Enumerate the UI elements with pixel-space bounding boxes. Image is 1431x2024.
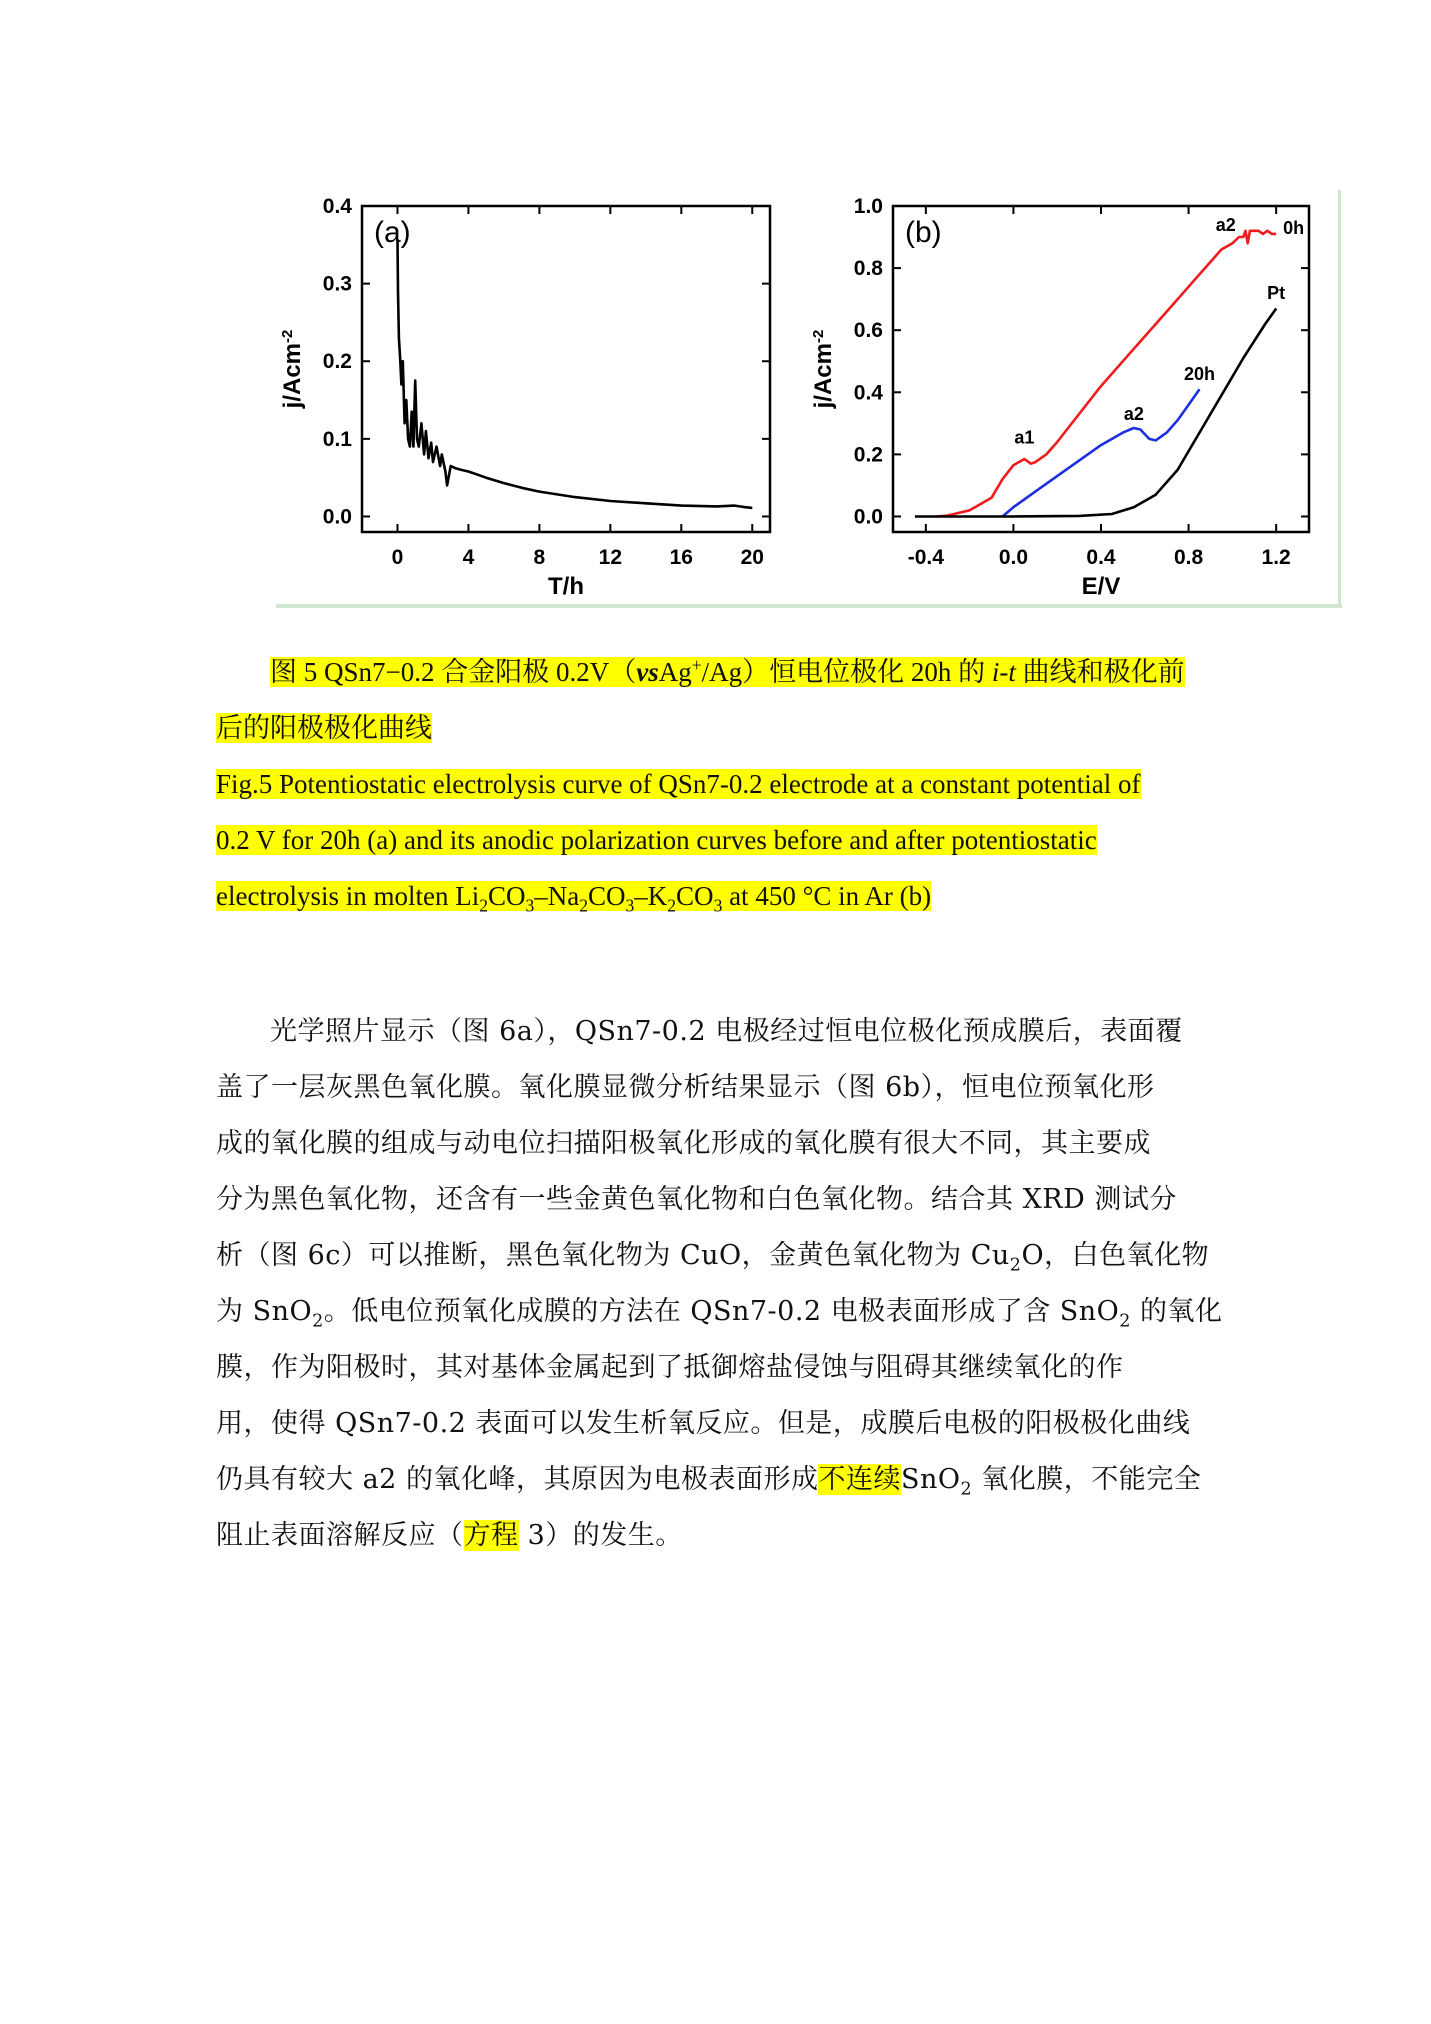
caption-cn-line-1: 图 5 QSn7−0.2 合金阳极 0.2V（vsAg+/Ag）恒电位极化 20h 的 i-t 曲线和极化前: [270, 655, 1185, 687]
paragraph-line-9: 仍具有较大 a2 的氧化峰，其原因为电极表面形成不连续SnO$_2$ 氧化膜，不能完全: [216, 1464, 1202, 1500]
chart-0-x-tick-label: 12: [598, 546, 623, 569]
chart-1-y-axis-label: j/Acm$^{-2}$: [809, 329, 837, 409]
chart-0-y-tick-label: 0.2: [322, 350, 352, 374]
figure-5: [276, 190, 1342, 608]
chart-1-y-tick-label: 0.8: [853, 257, 883, 281]
paragraph-line-1: 光学照片显示（图 6a），QSn7-0.2 电极经过恒电位极化预成膜后，表面覆: [270, 1016, 1183, 1047]
panel-a-it-curve: [279, 195, 771, 600]
chart-0-y-tick-label: 0.4: [322, 195, 352, 218]
chart-1-x-tick-label: 1.2: [1261, 546, 1291, 569]
chart-1-y-tick-label: 0.4: [853, 381, 883, 405]
paragraph-line-10: 阻止表面溶解反应（方程 3）的发生。: [216, 1520, 683, 1551]
chart-0-series-0-line: [398, 241, 753, 508]
chart-1-annotation: 20h: [1184, 363, 1216, 384]
chart-0-x-tick-label: 8: [533, 546, 546, 569]
paragraph-line-6: 为 SnO$_2$。低电位预氧化成膜的方法在 QSn7-0.2 电极表面形成了含 SnO$_2$ 的氧化: [216, 1296, 1223, 1332]
chart-1-y-tick-label: 0.6: [853, 319, 883, 343]
chart-1-panel-label: (b): [905, 216, 942, 249]
chart-0-y-tick-label: 0.3: [322, 272, 352, 296]
chart-1-y-tick-label: 1.0: [853, 195, 883, 218]
chart-0-x-tick-label: 16: [669, 546, 693, 569]
chart-1-x-tick-label: -0.4: [907, 546, 944, 569]
chart-0-x-axis-label: T/h: [548, 573, 584, 600]
chart-1-x-tick-label: 0.4: [1086, 546, 1116, 569]
chart-0-y-tick-label: 0.0: [322, 505, 352, 529]
chart-1-annotation: a2: [1215, 214, 1236, 235]
chart-0-panel-label: (a): [374, 216, 411, 249]
chart-1-y-tick-label: 0.0: [853, 505, 883, 529]
chart-1-series-0h-line: [937, 231, 1276, 517]
chart-0-x-tick-label: 0: [391, 546, 404, 569]
paragraph-line-4: 分为黑色氧化物，还含有一些金黄色氧化物和白色氧化物。结合其 XRD 测试分: [216, 1184, 1177, 1215]
chart-0-x-tick-label: 20: [740, 546, 764, 569]
chart-1-series-20h-line: [1003, 389, 1200, 516]
caption-en-line-2: 0.2 V for 20h (a) and its anodic polarization curves before and after potentiostatic: [216, 825, 1097, 855]
chart-1-series-pt-line: [915, 309, 1276, 517]
chart-1-annotation: a1: [1014, 427, 1035, 448]
chart-1-y-tick-label: 0.2: [853, 443, 883, 467]
caption-en-line-1: Fig.5 Potentiostatic electrolysis curve of QSn7-0.2 electrode at a constant potential of: [216, 769, 1141, 799]
chart-0-y-axis-label: j/Acm$^{-2}$: [278, 329, 306, 409]
chart-1-x-axis-label: E/V: [1081, 573, 1121, 600]
paragraph-line-2: 盖了一层灰黑色氧化膜。氧化膜显微分析结果显示（图 6b），恒电位预氧化形: [216, 1072, 1155, 1103]
figure-frame-right: [1338, 190, 1341, 608]
panel-b-polarization-curves: [810, 195, 1310, 600]
chart-1-annotation: Pt: [1267, 283, 1286, 304]
chart-1-annotation: a2: [1123, 404, 1144, 425]
chart-1-x-tick-label: 0.8: [1173, 546, 1204, 569]
paragraph-line-7: 膜，作为阳极时，其对基体金属起到了抵御熔盐侵蚀与阻碍其继续氧化的作: [216, 1352, 1124, 1383]
paragraph-line-3: 成的氧化膜的组成与动电位扫描阳极氧化形成的氧化膜有很大不同，其主要成: [216, 1128, 1151, 1159]
highlight-discontinuous: 不连续: [818, 1464, 901, 1495]
chart-1-x-tick-label: 0.0: [998, 546, 1029, 569]
caption-cn-line-2: 后的阳极极化曲线: [216, 713, 432, 743]
figure-frame-bottom: [276, 604, 1342, 608]
caption-en-line-3: electrolysis in molten $Li_2CO_3-Na_2CO_3-K_2CO_3$ at 450 °C in Ar (b): [216, 881, 932, 916]
chart-1-annotation: 0h: [1283, 217, 1305, 238]
paragraph-line-8: 用，使得 QSn7-0.2 表面可以发生析氧反应。但是，成膜后电极的阳极极化曲线: [216, 1408, 1191, 1439]
highlight-equation: 方程: [463, 1520, 519, 1551]
chart-0-x-tick-label: 4: [462, 546, 475, 569]
paragraph-line-5: 析（图 6c）可以推断，黑色氧化物为 CuO，金黄色氧化物为 $Cu_2O$，白色氧化物: [216, 1240, 1210, 1276]
chart-0-plot-frame: [362, 206, 770, 532]
chart-1-plot-frame: [893, 206, 1309, 532]
chart-0-y-tick-label: 0.1: [322, 427, 352, 451]
